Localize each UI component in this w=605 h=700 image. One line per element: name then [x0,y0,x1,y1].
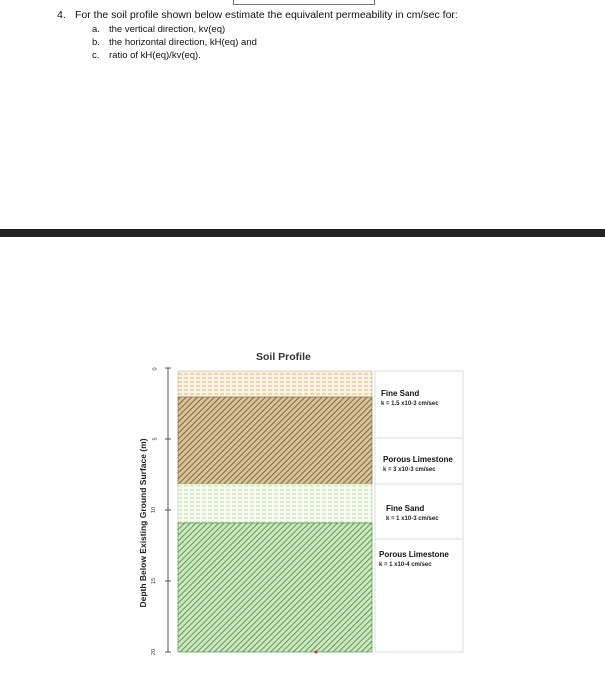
layer-name: Porous Limestone [383,455,453,464]
layer-porous-limestone-bottom [178,523,372,652]
part-label: c. [92,50,100,61]
question-text: For the soil profile shown below estimate the equivalent permeability in cm/sec for: [75,9,458,21]
y-tick-label: 10 [151,506,158,514]
layer-label-4 [379,550,449,570]
layer-permeability: k = 1 x10-4 cm/sec [379,562,432,568]
y-axis-label: Depth Below Existing Ground Surface (m) [138,438,148,608]
part-text: the vertical direction, kv(eq) [109,24,226,35]
y-tick-label: 20 [151,648,158,656]
part-label: b. [92,37,100,48]
y-tick-label: 15 [151,577,158,585]
layer-porous-limestone-top [178,397,372,484]
bottom-marker-dot [315,651,318,654]
layer-permeability: k = 3 x10-3 cm/sec [383,467,436,473]
layer-name: Fine Sand [386,504,425,513]
y-tick-label: 0 [152,367,159,371]
layer-permeability: k = 1.5 x10-3 cm/sec [381,401,439,407]
y-tick-label: 5 [152,437,159,441]
figure-title: Soil Profile [256,351,311,363]
layer-fine-sand-bottom [178,484,372,523]
layer-label-3 [386,504,439,524]
question-number: 4. [57,9,66,21]
layer-name: Fine Sand [381,389,420,398]
layer-fine-sand-top [178,371,372,397]
part-text: the horizontal direction, kH(eq) and [109,37,257,48]
layer-label-2 [383,455,453,475]
part-label: a. [92,24,100,35]
layer-permeability: k = 1 x10-3 cm/sec [386,516,439,522]
layer-name: Porous Limestone [379,550,449,559]
part-text: ratio of kH(eq)/kv(eq). [109,50,201,61]
layer-label-1 [381,389,439,409]
